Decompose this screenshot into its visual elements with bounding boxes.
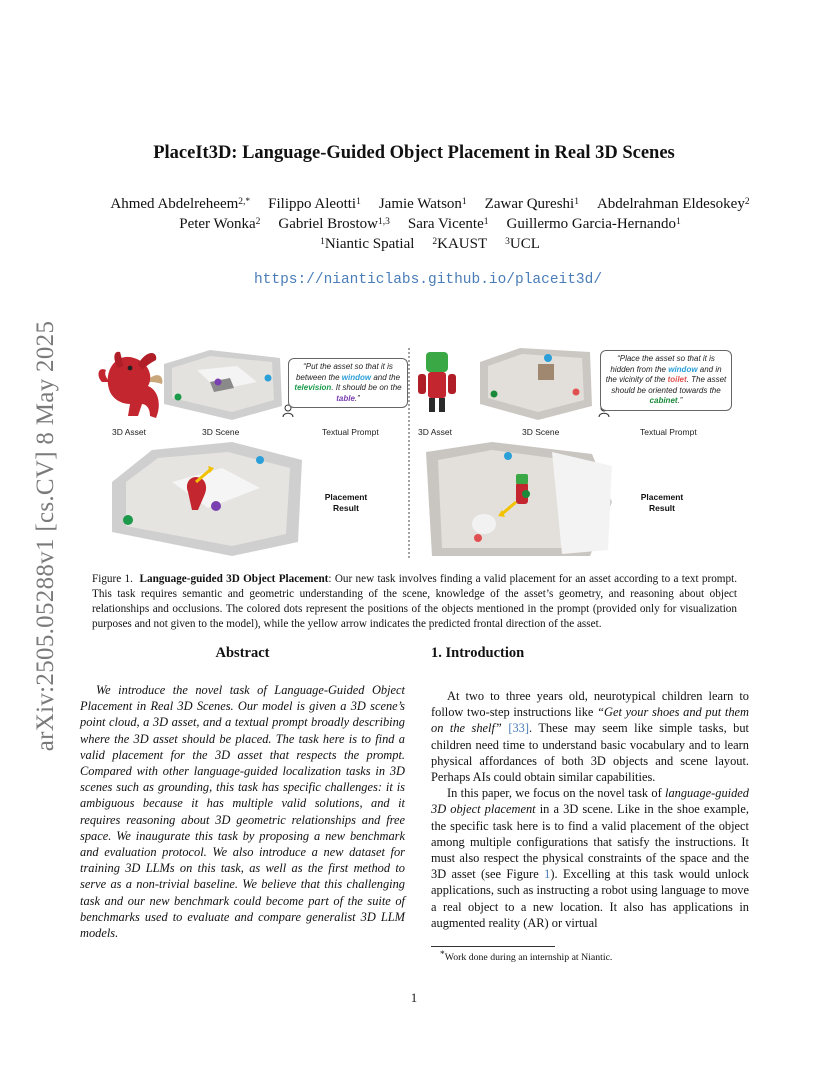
prompt-television-keyword: television (294, 383, 332, 392)
affiliation-0: $^1$Niantic Spatial (320, 236, 415, 252)
prompt-cabinet-keyword: cabinet (649, 396, 678, 405)
author-0: Peter Wonka$^2$ (179, 216, 261, 232)
author-2: Jamie Watson$^1$ (378, 196, 467, 212)
author-3: Guillermo Garcia-Hernando$^1$ (506, 216, 681, 232)
figure-ref-link[interactable]: 1 (544, 867, 551, 882)
abstract-body: We introduce the novel task of Language-Guided Object Placement in Real 3D Scenes. Our model is given a 3D scene’s point cloud, a 3D asset, and a textual prompt broadly describing where the 3D asset should be placed. The task here is to find a valid placement for the 3D asset that respects the prompt. Compared with other language-guided localization tasks in 3D scenes such as grounding, this task has specific challenges: it is ambiguous because it has multiple valid solutions, and it requires reasoning about 3D geometric relationships and free space. We inaugurate this task by proposing a new benchmark and evaluation protocol. We also introduce a new dataset for training 3D LLMs on this task, as well as the first method to serve as a non-trivial baseline. We believe that this challenging task and our new benchmark could become part of the suite of benchmarks used to evaluate and compare generalist 3D LLM models. (80, 683, 405, 941)
robot-asset-illustration (418, 352, 456, 412)
page-number: 1 (410, 991, 418, 1005)
footnote-rule (431, 946, 555, 947)
teaser-figure (92, 342, 732, 560)
prompt-window-keyword: window (668, 364, 698, 374)
paper-title: PlaceIt3D: Language-Guided Object Placement in Real 3D Scenes (153, 143, 675, 163)
author-2: Sara Vicente$^1$ (407, 216, 489, 232)
introduction-body: At two to three years old, neurotypical children learn to follow two-step instructions like “Get your shoes and put them on the shelf” [33]. These may seem like simple tasks, but children need time to understand basic vocabulary and to learn physical affordances of both 3D objects and scene layout. Perhaps AIs could obtain similar capabilities. In this paper, we focus on the novel task of language-guided 3D object placement in a 3D scene. Like in the shoe example, the specific task here is to find a valid placement of the object among multiple configurations that satisfy the instructions. It must also respect the physical constraints of the space and the 3D asset (see Figure 1). Excelling at this task would unlock applications, such as instructing a robot using language to move a real object to a new location. It also has applications in augmented reality (AR) or virtual (431, 689, 750, 930)
figure-caption: Figure 1. Language-guided 3D Object Placement: Our new task involves finding a valid placement for an asset according to a text prompt. This task requires semantic and geometric understanding of the scene, knowledge of the asset’s geometry, and reasoning about object relationships and occlusions. The colored dots represent the positions of the objects mentioned in the prompt (provided only for visualization purposes and not given to the model), while the yellow arrow indicates the predicted frontal direction of the asset. (92, 573, 737, 630)
affiliations (60, 233, 800, 255)
scene-left-illustration (164, 350, 282, 420)
prompt-toilet-keyword: toilet (667, 375, 687, 384)
prompt-table-keyword: table (336, 393, 355, 403)
figure-right-label-asset: 3D Asset (418, 427, 453, 437)
figure-right-result-label: Placement Result (640, 492, 684, 513)
figure-left-label-scene: 3D Scene (202, 427, 240, 437)
scene-right-illustration (480, 348, 592, 420)
author-1: Filippo Aleotti$^1$ (268, 196, 361, 212)
author-1: Gabriel Brostow$^{1,3}$ (278, 216, 390, 232)
figure-right-label-scene: 3D Scene (522, 427, 560, 437)
affiliation-2: $^3$UCL (505, 236, 540, 252)
figure-left-label-asset: 3D Asset (112, 427, 147, 437)
affiliation-1: $^2$KAUST (432, 236, 488, 252)
authors-line-2 (60, 213, 800, 235)
figure-left-label-prompt: Textual Prompt (322, 427, 379, 437)
scene-right-result-illustration (426, 442, 612, 556)
citation-link[interactable]: [33] (508, 721, 529, 736)
authors-line-1 (60, 193, 800, 215)
figure-left-prompt-bubble: “Put the asset so that it is between the window and the television. It should be on the table.” (288, 358, 408, 408)
author-4: Abdelrahman Eldesokey$^2$ (596, 196, 750, 212)
dragon-asset-illustration (99, 352, 163, 418)
abstract-heading: Abstract (215, 645, 270, 661)
figure-right-prompt-bubble: “Place the asset so that it is hidden from the window and in the vicinity of the toilet. The asset should be oriented towards the cabinet.” (600, 350, 732, 411)
footnote: *Work done during an internship at Niantic. (440, 950, 613, 963)
figure-right-label-prompt: Textual Prompt (640, 427, 697, 437)
author-0: Ahmed Abdelreheem$^{2,*}$ (110, 196, 251, 212)
prompt-window-keyword: window (341, 372, 372, 382)
project-url[interactable]: https://nianticlabs.github.io/placeit3d/ (253, 272, 603, 288)
scene-left-result-illustration (112, 442, 302, 556)
arxiv-sidebar-stamp (26, 306, 66, 766)
arxiv-id: arXiv:2505.05288v1 [cs.CV] 8 May 2025 (32, 320, 59, 752)
figure-left-result-label: Placement Result (324, 492, 368, 513)
introduction-heading: 1. Introduction (431, 645, 525, 661)
author-3: Zawar Qureshi$^1$ (484, 196, 579, 212)
